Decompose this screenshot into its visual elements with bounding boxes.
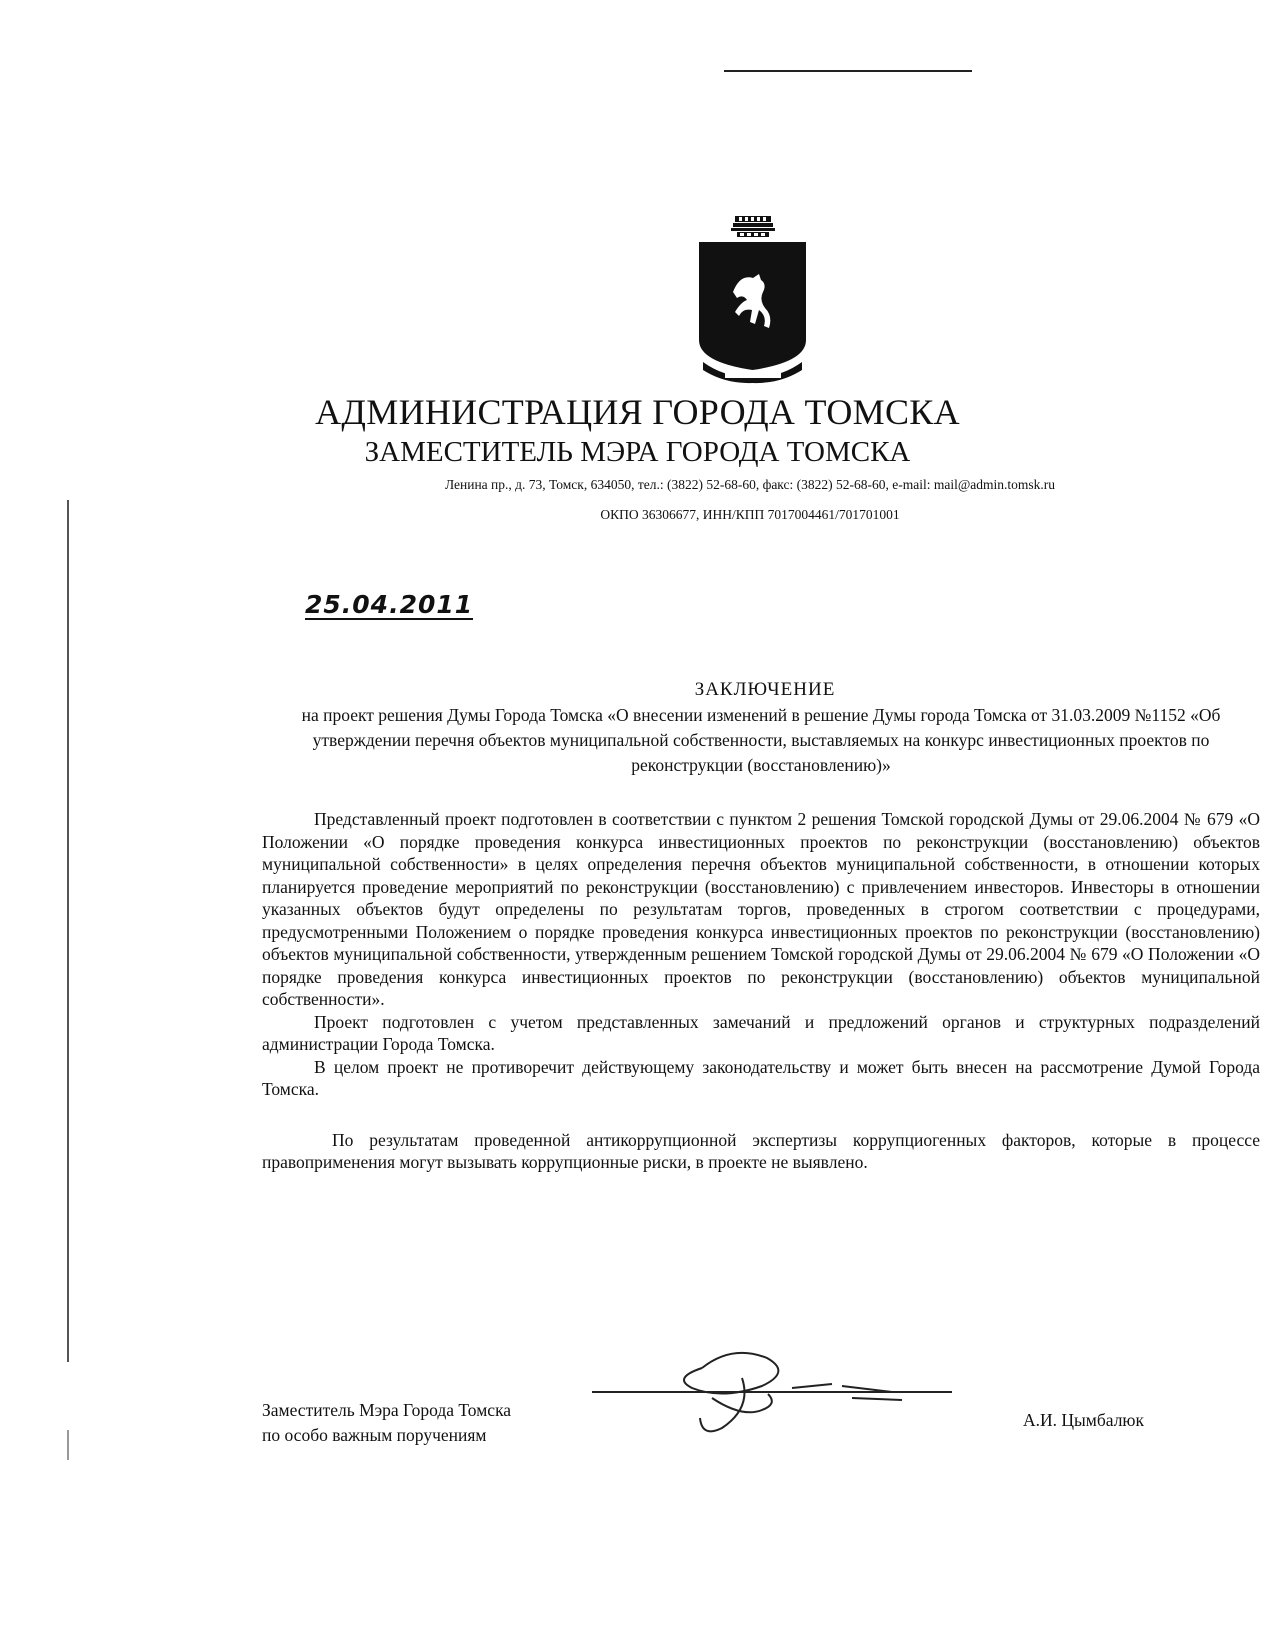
body-paragraph: Представленный проект подготовлен в соответствии с пунктом 2 решения Томской городской Думы от 29.06.2004 № 679 «О Положении «О порядке проведения конкурса инвестиционных проектов по реконструкции (восстановлению) объектов муниципальной собственности» в целях определения перечня объектов муниципальной собственности, в отношении которых планируется проведение мероприятий по реконструкции (восстановлению) с привлечением инвесторов. Инвесторы в отношении указанных объектов будут определены по результатам торгов, проведенных в строгом соответствии с процедурами, предусмотренными Положением о порядке проведения конкурса инвестиционных проектов по реконструкции (восстановлению) объектов муниципальной собственности, утвержденным решением Томской городской Думы от 29.06.2004 № 679 «О Положении «О порядке проведения конкурса инвестиционных проектов по реконструкции (восстановлению) объектов муниципальной собственности». <box>262 809 1260 1009</box>
document-subject: на проект решения Думы Города Томска «О внесении изменений в решение Думы города Томска от 31.03.2009 №1152 «Об утверждении перечня объектов муниципальной собственности, выставляемых на конкурс инвестиционных проектов по реконструкции (восстановлению)» <box>301 705 1221 775</box>
body-paragraph: В целом проект не противоречит действующему законодательству и может быть внесен на рассмотрение Думой Города Томска. <box>262 1056 1260 1099</box>
org-title: АДМИНИСТРАЦИЯ ГОРОДА ТОМСКА <box>315 392 960 432</box>
signatory-name: А.И. Цымбалюк <box>1023 1410 1145 1430</box>
body-paragraph: Проект подготовлен с учетом представленных замечаний и предложений органов и структурных подразделений администрации Города Томска. <box>262 1011 1260 1054</box>
signatory-position-line: Заместитель Мэра Города Томска <box>262 1400 512 1420</box>
document-title: ЗАКЛЮЧЕНИЕ <box>694 679 836 700</box>
org-contacts: Ленина пр., д. 73, Томск, 634050, тел.: (3822) 52-68-60, факс: (3822) 52-68-60, e-mail: mail@admin.tomsk.ru <box>444 477 1056 492</box>
document-body <box>262 808 1260 1174</box>
org-codes: ОКПО 36306677, ИНН/КПП 7017004461/701701001 <box>600 507 900 522</box>
document-date: 25.04.2011 <box>305 590 474 619</box>
body-paragraph: По результатам проведенной антикоррупционной экспертизы коррупциогенных факторов, которые в процессе правоприменения могут вызывать коррупционные риски, в проекте не выявлено. <box>262 1129 1260 1172</box>
coat-of-arms-icon <box>685 212 820 384</box>
scan-margin-line <box>67 500 69 1362</box>
org-subtitle: ЗАМЕСТИТЕЛЬ МЭРА ГОРОДА ТОМСКА <box>364 436 911 468</box>
top-rule <box>724 70 972 72</box>
handwritten-signature <box>592 1348 952 1443</box>
signatory-position <box>262 1398 511 1448</box>
scan-margin-line <box>67 1430 69 1460</box>
signatory-position-line: по особо важным поручениям <box>262 1425 487 1445</box>
